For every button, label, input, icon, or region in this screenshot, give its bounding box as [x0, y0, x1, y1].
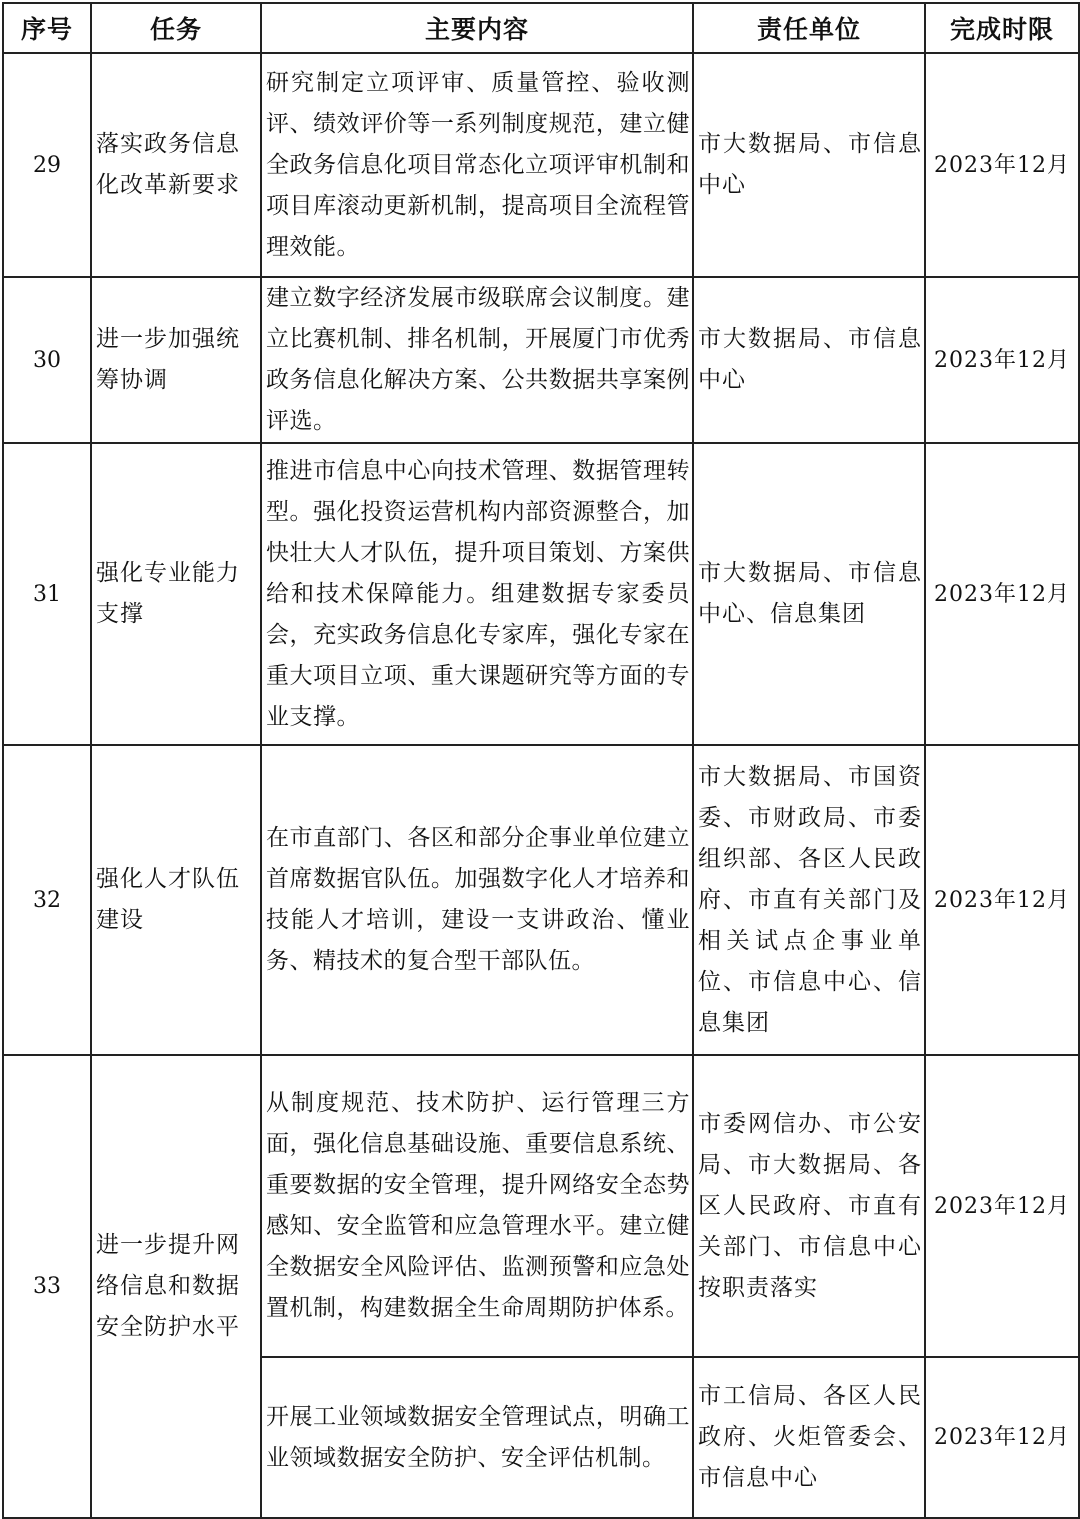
row-task: 进一步提升网络信息和数据安全防护水平	[91, 1055, 261, 1518]
row-deadline: 2023年12月	[925, 53, 1079, 277]
header-seq: 序号	[3, 3, 91, 53]
header-unit: 责任单位	[693, 3, 925, 53]
row-unit: 市工信局、各区人民政府、火炬管委会、市信息中心	[693, 1357, 925, 1518]
row-deadline: 2023年12月	[925, 745, 1079, 1055]
row-content: 建立数字经济发展市级联席会议制度。建立比赛机制、排名机制，开展厦门市优秀政务信息化解决方案、公共数据共享案例评选。	[261, 277, 693, 443]
row-seq: 29	[3, 53, 91, 277]
table-row	[3, 443, 1079, 745]
row-deadline: 2023年12月	[925, 277, 1079, 443]
row-unit: 市大数据局、市信息中心、信息集团	[693, 443, 925, 745]
header-task: 任务	[91, 3, 261, 53]
header-deadline: 完成时限	[925, 3, 1079, 53]
row-content: 在市直部门、各区和部分企事业单位建立首席数据官队伍。加强数字化人才培养和技能人才培训，建设一支讲政治、懂业务、精技术的复合型干部队伍。	[261, 745, 693, 1055]
table-row	[3, 745, 1079, 1055]
row-content: 研究制定立项评审、质量管控、验收测评、绩效评价等一系列制度规范，建立健全政务信息化项目常态化立项评审机制和项目库滚动更新机制，提高项目全流程管理效能。	[261, 53, 693, 277]
row-content: 从制度规范、技术防护、运行管理三方面，强化信息基础设施、重要信息系统、重要数据的安全管理，提升网络安全态势感知、安全监管和应急管理水平。建立健全数据安全风险评估、监测预警和应急处置机制，构建数据全生命周期防护体系。	[261, 1055, 693, 1357]
table-row	[3, 1055, 1079, 1357]
row-deadline: 2023年12月	[925, 443, 1079, 745]
task-table	[2, 2, 1080, 1519]
header-row	[3, 3, 1079, 53]
header-content: 主要内容	[261, 3, 693, 53]
row-seq: 31	[3, 443, 91, 745]
table-row	[3, 277, 1079, 443]
row-deadline: 2023年12月	[925, 1357, 1079, 1518]
row-seq: 32	[3, 745, 91, 1055]
row-seq: 30	[3, 277, 91, 443]
row-unit: 市大数据局、市国资委、市财政局、市委组织部、各区人民政府、市直有关部门及相关试点企事业单位、市信息中心、信息集团	[693, 745, 925, 1055]
row-content: 推进市信息中心向技术管理、数据管理转型。强化投资运营机构内部资源整合，加快壮大人才队伍，提升项目策划、方案供给和技术保障能力。组建数据专家委员会，充实政务信息化专家库，强化专家在重大项目立项、重大课题研究等方面的专业支撑。	[261, 443, 693, 745]
table-row	[3, 53, 1079, 277]
row-content: 开展工业领域数据安全管理试点，明确工业领域数据安全防护、安全评估机制。	[261, 1357, 693, 1518]
row-unit: 市大数据局、市信息中心	[693, 53, 925, 277]
row-deadline: 2023年12月	[925, 1055, 1079, 1357]
row-seq: 33	[3, 1055, 91, 1518]
row-unit: 市委网信办、市公安局、市大数据局、各区人民政府、市直有关部门、市信息中心按职责落实	[693, 1055, 925, 1357]
row-unit: 市大数据局、市信息中心	[693, 277, 925, 443]
row-task: 强化人才队伍建设	[91, 745, 261, 1055]
row-task: 落实政务信息化改革新要求	[91, 53, 261, 277]
row-task: 进一步加强统筹协调	[91, 277, 261, 443]
row-task: 强化专业能力支撑	[91, 443, 261, 745]
